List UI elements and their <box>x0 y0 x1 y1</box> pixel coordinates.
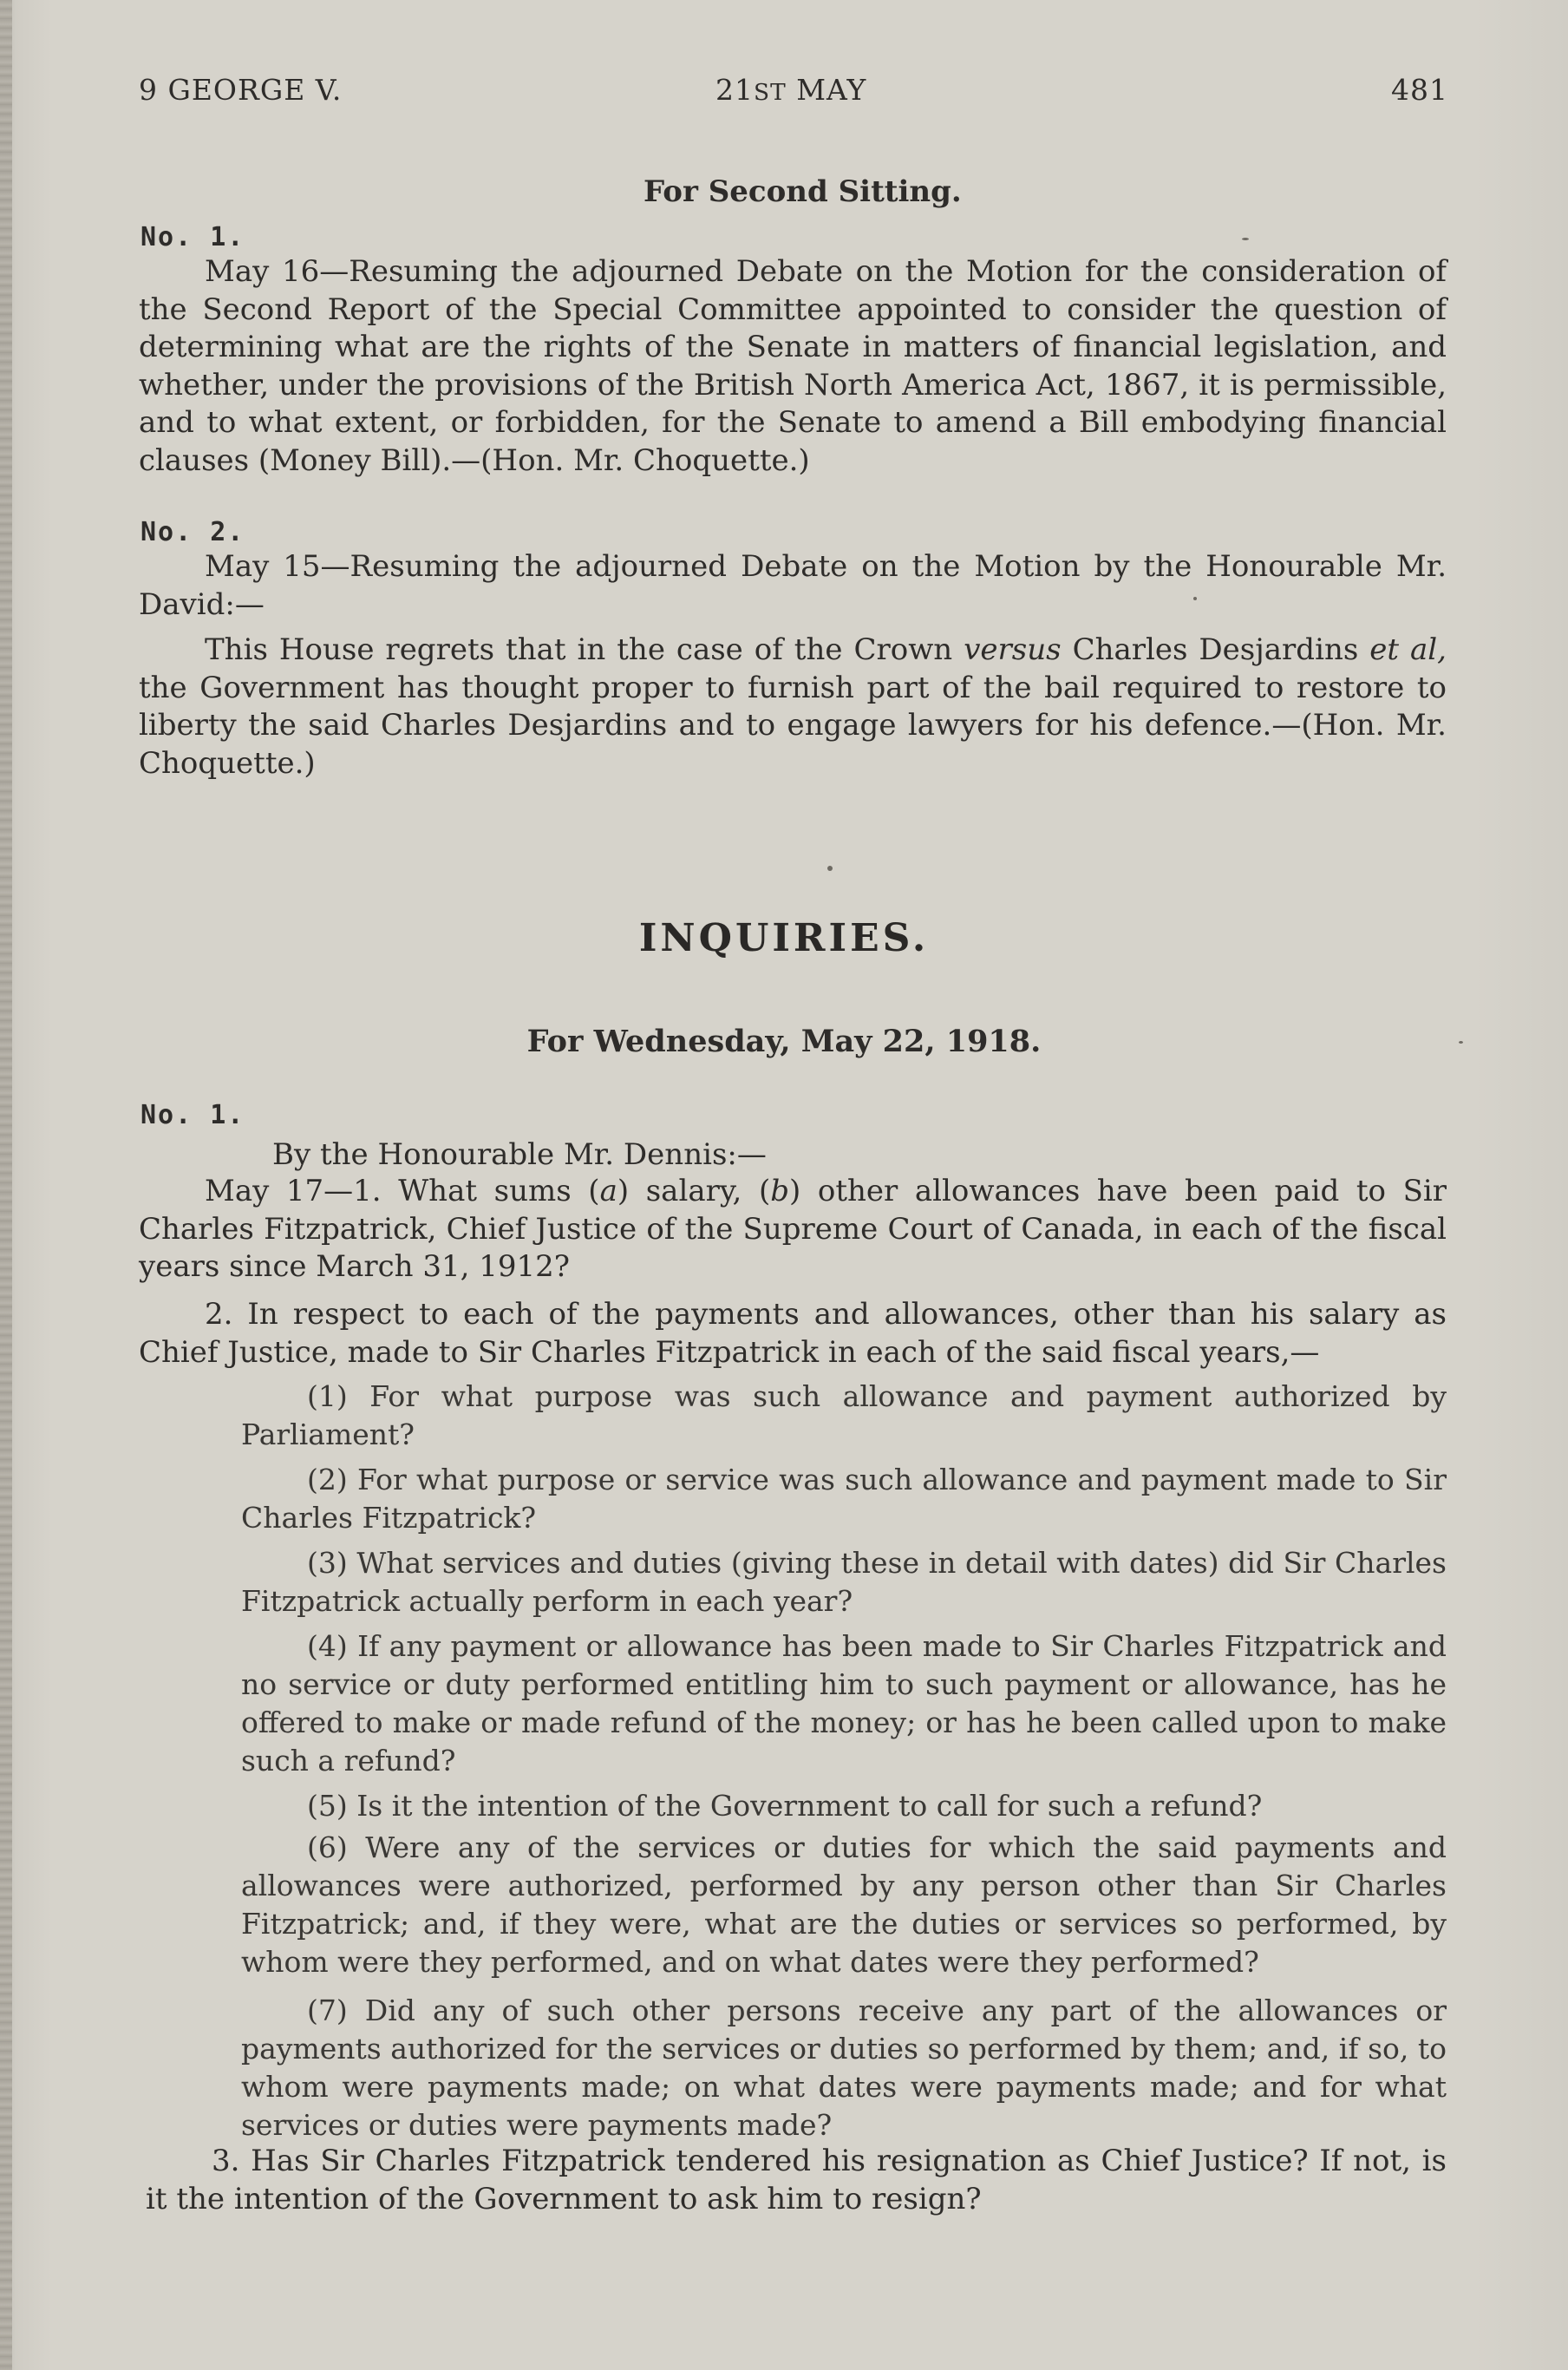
print-speck <box>1193 597 1197 600</box>
order-2-motion-part2: Charles Desjardins <box>1072 632 1359 667</box>
inquiry-by-line: By the Honourable Mr. Dennis:— <box>272 1137 767 1172</box>
order-2-motion-part1: This House regrets that in the case of the Crown <box>205 632 953 667</box>
sub-question-3: (3) What services and duties (giving these in detail with dates) did Sir Charles Fitzpatrick actually perform in each year? <box>241 1546 1447 1618</box>
order-1-text: May 16—Resuming the adjourned Debate on the Motion for the consideration of the Second Report of the Special Committee appointed to consider the question of determining what are the rights of the Senate in matters of financial legislation, and whether, under the provisions of the British North America Act, 1867, it is permissible, and to what extent, or forbidden, for the Senate to amend a Bill embodying financial clauses (Money Bill).—(Hon. Mr. Choquette.) <box>139 254 1447 478</box>
inquiries-date-heading: For Wednesday, May 22, 1918. <box>526 1024 1042 1059</box>
q1-part1: May 17—1. What sums ( <box>205 1174 600 1208</box>
running-head <box>139 73 1448 116</box>
order-2-versus: versus <box>964 632 1062 667</box>
order-1-number: No. 1. <box>140 222 245 252</box>
q1-b: b <box>770 1174 789 1208</box>
order-2-intro: May 15—Resuming the adjourned Debate on the Motion by the Honourable Mr. David:— <box>139 549 1447 622</box>
inquiry-question-1 <box>139 1173 1447 1286</box>
print-speck <box>1242 238 1249 240</box>
inquiry-question-3: 3. Has Sir Charles Fitzpatrick tendered his resignation as Chief Justice? If not, is it the intention of the Government to ask him to resign? <box>146 2144 1447 2216</box>
order-2-et-al: et al, <box>1369 632 1447 667</box>
running-head-session: 9 GEORGE V. <box>139 73 343 107</box>
order-2-motion-part3: the Government has thought proper to furnish part of the bail required to restore to liberty the said Charles Desjardins and to engage lawyers for his defence.—(Hon. Mr. Choquette.) <box>139 670 1447 781</box>
page-binding-edge <box>0 0 12 2370</box>
order-2-motion <box>139 632 1447 782</box>
q1-part3: ) other allowances have been paid to Sir Charles Fitzpatrick, Chief Justice of the Supreme Court of Canada, in each of the fiscal years since March 31, 1912? <box>139 1174 1447 1284</box>
sub-question-7: (7) Did any of such other persons receive any part of the allowances or payments authorized for the services or duties so performed by them; and, if so, to whom were payments made; on what dates were payments made; and for what services or duties were payments made? <box>241 1994 1447 2142</box>
inquiry-1-number: No. 1. <box>140 1100 245 1130</box>
q1-part2: ) salary, ( <box>617 1174 771 1208</box>
sub-question-1: (1) For what purpose was such allowance and payment authorized by Parliament? <box>241 1379 1447 1451</box>
print-speck <box>1459 1041 1463 1044</box>
inquiries-title: INQUIRIES. <box>638 916 930 960</box>
page-number: 481 <box>1391 73 1448 107</box>
sub-question-6: (6) Were any of the services or duties for which the said payments and allowances were authorized, performed by any person other than Sir Charles Fitzpatrick; and, if they were, what are the duties or services so performed, by whom were they performed, and on what dates were they performed? <box>241 1830 1447 1979</box>
sub-question-2: (2) For what purpose or service was such allowance and payment made to Sir Charles Fitzpatrick? <box>241 1463 1447 1535</box>
sub-question-5: (5) Is it the intention of the Government to call for such a refund? <box>307 1789 1263 1823</box>
running-head-day-suffix: ST <box>754 79 787 106</box>
orders-heading: For Second Sitting. <box>644 174 962 209</box>
running-head-date <box>715 73 866 107</box>
order-2-number: No. 2. <box>140 517 245 547</box>
q1-a: a <box>599 1174 617 1208</box>
inquiry-question-2: 2. In respect to each of the payments and allowances, other than his salary as Chief Justice, made to Sir Charles Fitzpatrick in each of the said fiscal years,— <box>139 1297 1447 1370</box>
running-head-day: 21 <box>715 73 754 107</box>
print-speck <box>827 866 833 871</box>
running-head-month: MAY <box>796 73 867 107</box>
sub-question-4: (4) If any payment or allowance has been made to Sir Charles Fitzpatrick and no service or duty performed entitling him to such payment or allowance, has he offered to make or made refund of the money; or has he been called upon to make such a refund? <box>241 1629 1447 1778</box>
